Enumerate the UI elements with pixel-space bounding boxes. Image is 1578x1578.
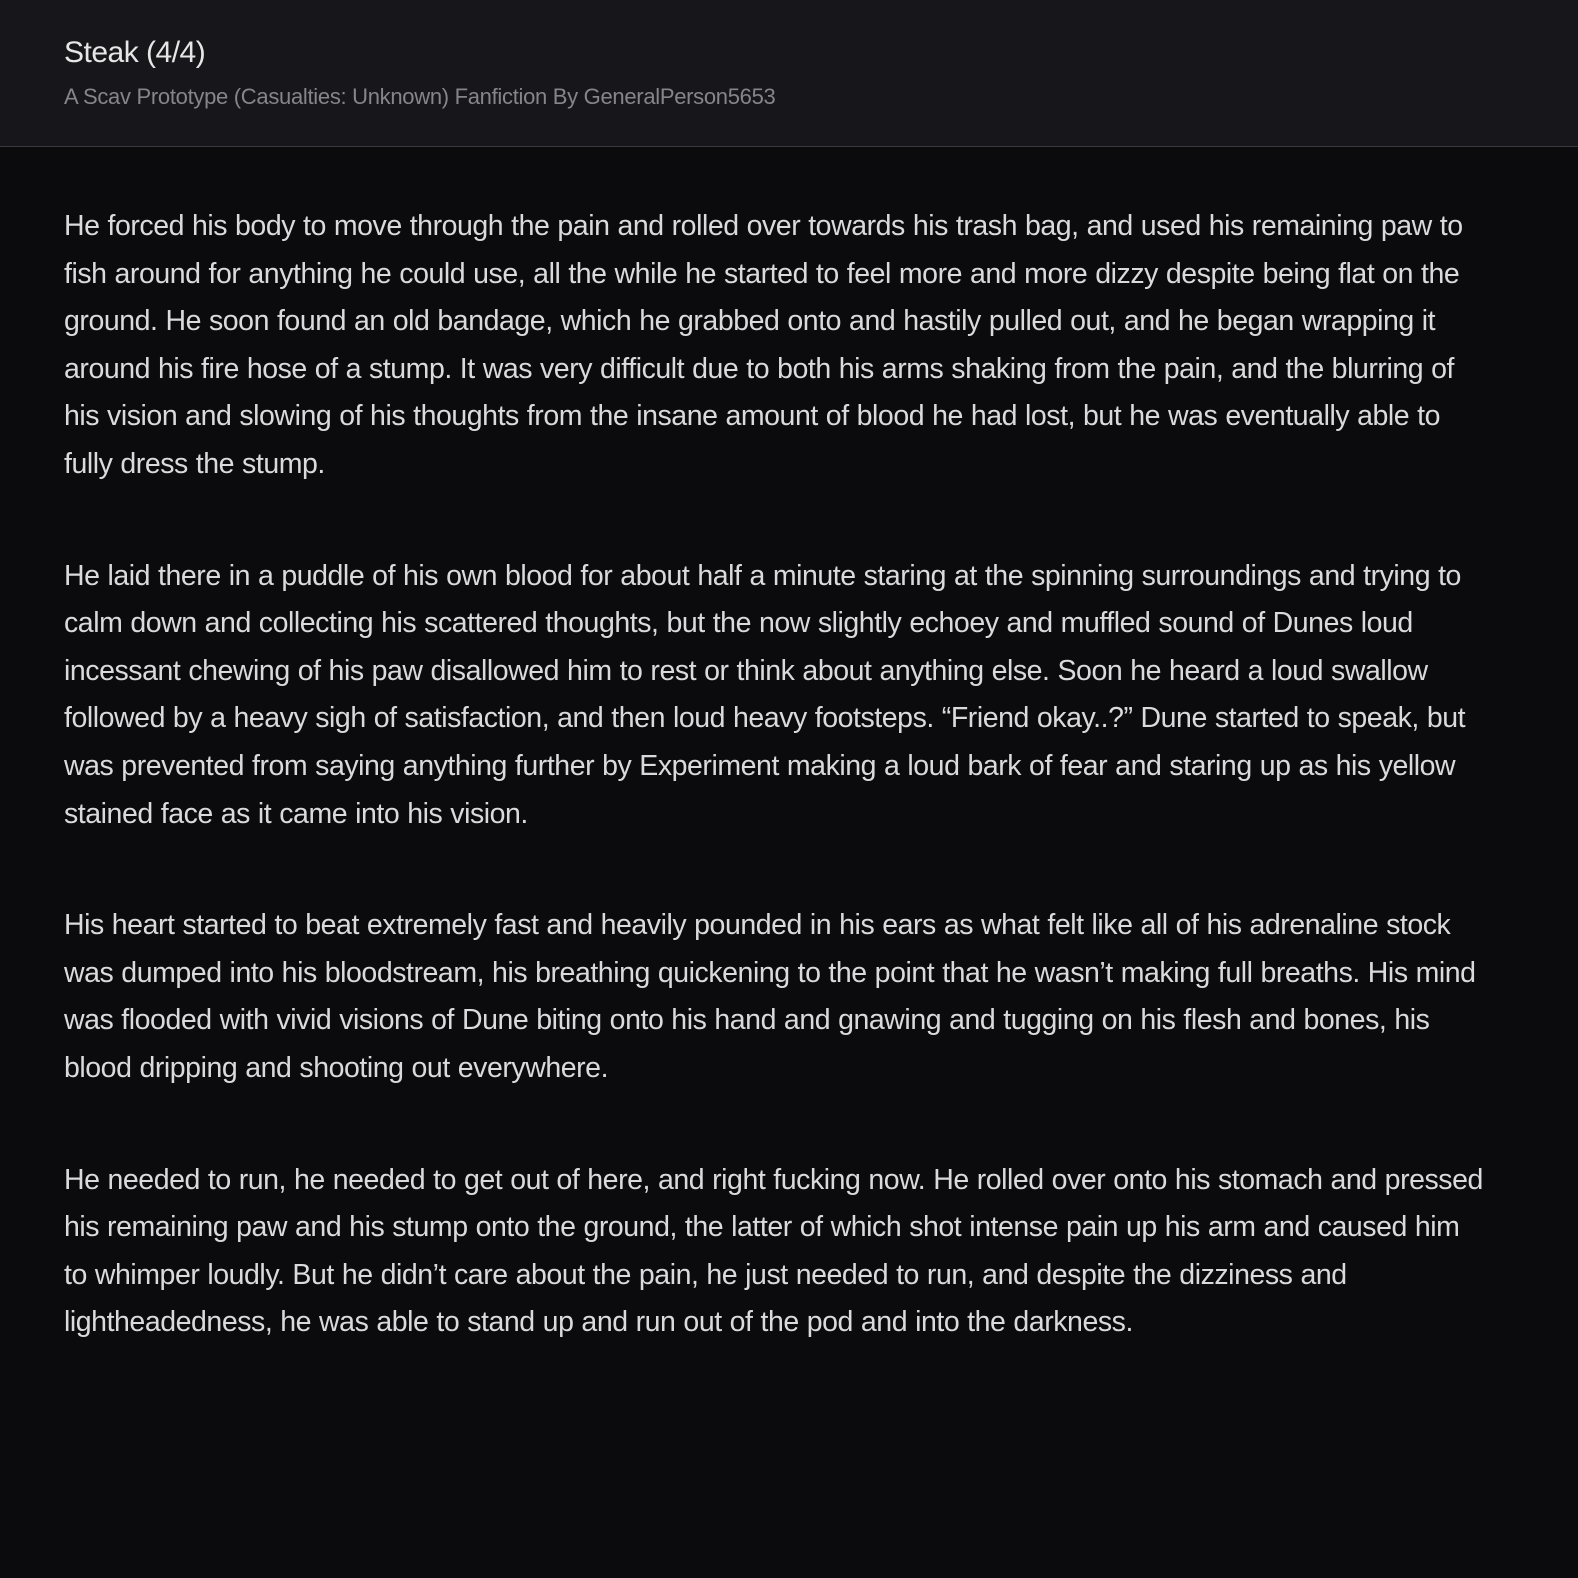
story-subtitle: A Scav Prototype (Casualties: Unknown) Fanfiction By GeneralPerson5653: [64, 84, 776, 109]
paragraph: He needed to run, he needed to get out of here, and right fucking now. He rolled over onto his stomach and pressed his remaining paw and his stump onto the ground, the latter of which shot intense pain up his arm and caused him to whimper loudly. But he didn’t care about the pain, he just needed to run, and despite the dizziness and lightheadedness, he was able to stand up and run out of the pod and into the darkness.: [64, 1163, 1483, 1339]
paragraph: He laid there in a puddle of his own blood for about half a minute staring at the spinning surroundings and trying to calm down and collecting his scattered thoughts, but the now slightly echoey and muffled sound of Dunes loud incessant chewing of his paw disallowed him to rest or think about anything else. Soon he heard a loud swallow followed by a heavy sigh of satisfaction, and then loud heavy footsteps. “Friend okay..?” Dune started to speak, but was prevented from saying anything further by Experiment making a loud bark of fear and staring up as his yellow stained face as it came into his vision.: [64, 559, 1466, 830]
paragraph: His heart started to beat extremely fast and heavily pounded in his ears as what felt like all of his adrenaline stock was dumped into his bloodstream, his breathing quickening to the point that he wasn’t making full breaths. His mind was flooded with vivid visions of Dune biting onto his hand and gnawing and tugging on his flesh and bones, his blood dripping and shooting out everywhere.: [64, 909, 1476, 1084]
story-content: [0, 147, 1578, 1347]
story-header: [0, 0, 1578, 147]
story-title: Steak (4/4): [64, 36, 206, 69]
paragraph: He forced his body to move through the pain and rolled over towards his trash bag, and used his remaining paw to fish around for anything he could use, all the while he started to feel more and more dizzy despite being flat on the ground. He soon found an old bandage, which he grabbed onto and hastily pulled out, and he began wrapping it around his fire hose of a stump. It was very difficult due to both his arms shaking from the pain, and the blurring of his vision and slowing of his thoughts from the insane amount of blood he had lost, but he was eventually able to fully dress the stump.: [64, 210, 1463, 480]
